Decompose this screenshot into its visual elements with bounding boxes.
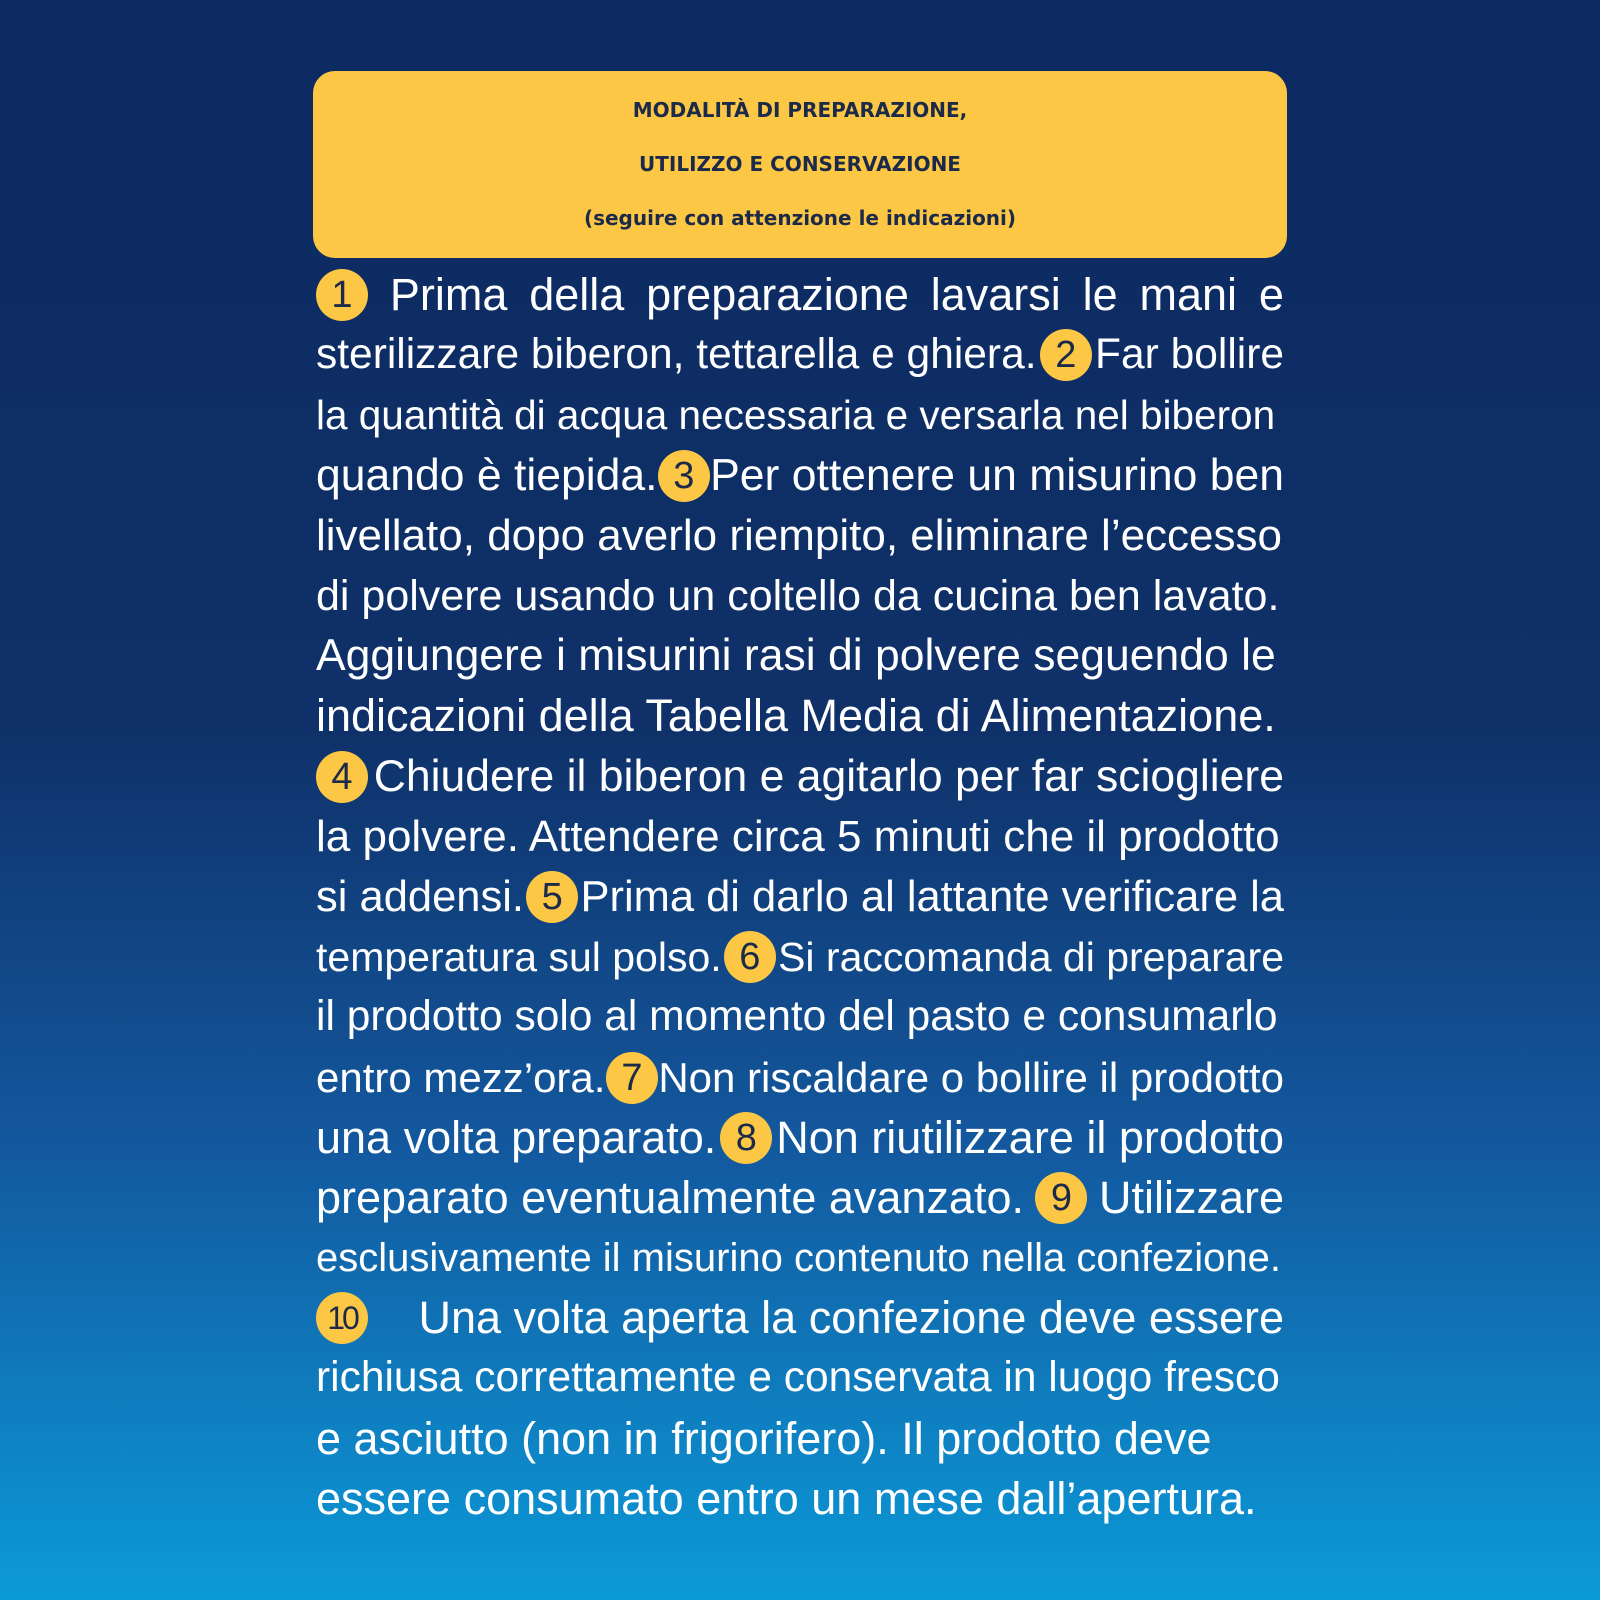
text-segment: indicazioni della Tabella Media di Alimentazione.: [316, 690, 1276, 742]
text-line: [316, 1228, 1284, 1288]
text-segment: e asciutto (non in frigorifero). Il prodotto deve: [316, 1412, 1212, 1464]
text-line: [316, 385, 1284, 445]
text-line: [316, 807, 1284, 867]
text-segment: Utilizzare: [1098, 1171, 1284, 1223]
text-line: [316, 265, 1284, 325]
text-line: [316, 1409, 1284, 1469]
text-segment: lavarsi: [930, 269, 1061, 321]
step-number-badge: 10: [316, 1292, 368, 1344]
text-segment: esclusivamente il misurino contenuto nella confezione.: [316, 1236, 1281, 1281]
text-segment: quando è tiepida.: [316, 450, 658, 500]
heading-line-1: MODALITÀ DI PREPARAZIONE,: [632, 98, 968, 122]
step-number-badge: 4: [316, 751, 368, 803]
step-number-badge: 9: [1035, 1172, 1087, 1224]
text-segment: Far bollire: [1095, 331, 1284, 379]
text-line: [316, 1168, 1284, 1228]
text-segment: entro mezz’ora.: [316, 1053, 606, 1101]
heading-line-2: UTILIZZO E CONSERVAZIONE: [639, 152, 961, 176]
text-segment: preparato eventualmente avanzato.: [316, 1171, 1024, 1223]
text-segment: Una volta aperta la confezione deve essere: [418, 1292, 1284, 1344]
text-segment: Prima di darlo al lattante verificare la: [580, 872, 1284, 921]
text-segment: la polvere. Attendere circa 5 minuti che il prodotto: [316, 811, 1280, 861]
text-segment: livellato, dopo averlo riempito, eliminare l’eccesso: [316, 510, 1283, 560]
text-segment: della: [529, 269, 625, 321]
instructions-text: [316, 265, 1284, 1529]
text-segment: preparazione: [646, 269, 909, 321]
text-line: [316, 446, 1284, 506]
text-line: [316, 987, 1284, 1047]
step-number-badge: 6: [724, 931, 776, 983]
text-segment: essere consumato entro un mese dall’apertura.: [316, 1472, 1257, 1524]
text-segment: Aggiungere i misurini rasi di polvere seguendo le: [316, 631, 1276, 681]
instructions-heading-box: [313, 71, 1287, 258]
step-number-badge: 8: [720, 1112, 772, 1164]
step-number-badge: 2: [1040, 329, 1092, 381]
text-line: [316, 686, 1284, 746]
heading-subtitle: (seguire con attenzione le indicazioni): [583, 206, 1017, 230]
step-number-badge: 7: [606, 1052, 658, 1104]
step-number-badge: 1: [316, 269, 368, 321]
text-segment: Per ottenere un misurino ben: [710, 450, 1284, 500]
text-segment: Si raccomanda di preparare: [778, 934, 1284, 981]
text-line: [316, 927, 1284, 987]
text-segment: la quantità di acqua necessaria e versarla nel biberon: [316, 392, 1276, 439]
text-segment: Non riscaldare o bollire il prodotto: [658, 1053, 1284, 1101]
text-line: [316, 1047, 1284, 1107]
text-line: [316, 1348, 1284, 1408]
text-segment: Non riutilizzare il prodotto: [776, 1111, 1284, 1163]
text-segment: una volta preparato.: [316, 1111, 717, 1163]
text-line: [316, 1469, 1284, 1529]
text-segment: Chiudere il biberon e agitarlo per far sciogliere: [373, 751, 1284, 801]
text-segment: richiusa correttamente e conservata in luogo fresco: [316, 1354, 1280, 1402]
text-segment: le: [1082, 269, 1118, 321]
text-segment: si addensi.: [316, 872, 524, 921]
text-segment: Prima: [389, 269, 508, 321]
text-line: [316, 867, 1284, 927]
text-line: [316, 566, 1284, 626]
text-line: [316, 1288, 1284, 1348]
text-line: [316, 1108, 1284, 1168]
text-segment: temperatura sul polso.: [316, 934, 722, 981]
text-segment: e: [1258, 269, 1284, 321]
text-segment: sterilizzare biberon, tettarella e ghiera.: [316, 331, 1037, 379]
text-line: [316, 626, 1284, 686]
text-line: [316, 506, 1284, 566]
text-segment: mani: [1139, 269, 1238, 321]
text-line: [316, 747, 1284, 807]
text-segment: di polvere usando un coltello da cucina ben lavato.: [316, 572, 1280, 621]
text-line: [316, 325, 1284, 385]
step-number-badge: 5: [526, 871, 578, 923]
text-segment: il prodotto solo al momento del pasto e consumarlo: [316, 993, 1278, 1041]
step-number-badge: 3: [658, 450, 710, 502]
